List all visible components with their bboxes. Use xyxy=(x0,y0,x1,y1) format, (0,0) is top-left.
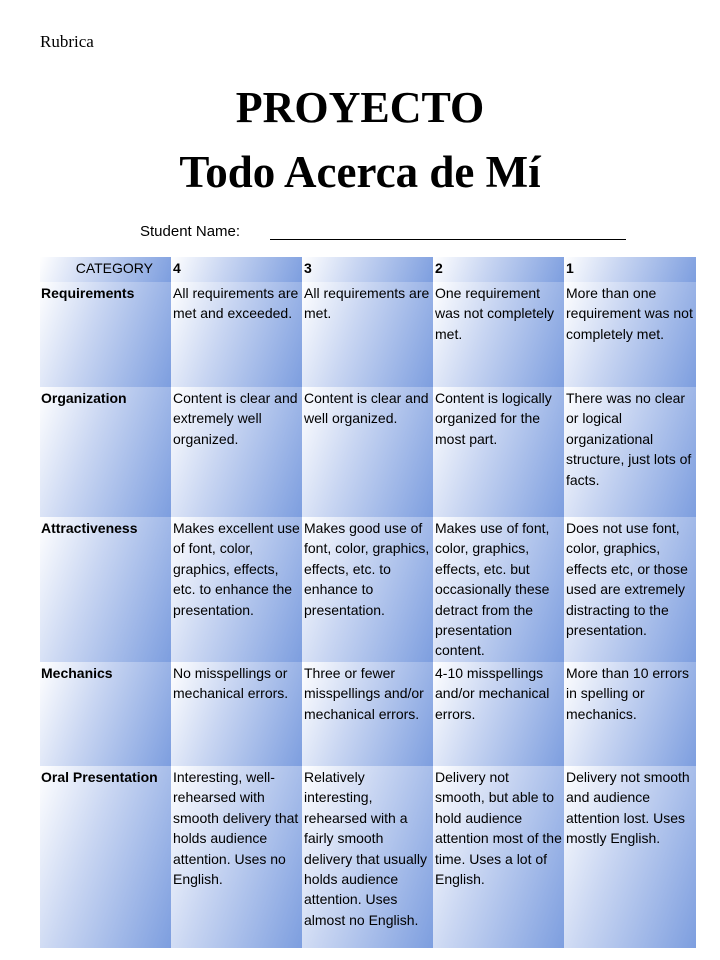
table-cell: All requirements are met and exceeded. xyxy=(171,282,302,387)
column-header-score-3: 3 xyxy=(302,257,433,282)
student-name-label: Student Name: xyxy=(140,223,241,240)
table-cell: Delivery not smooth, but able to hold audience attention most of the time. Uses a lot of English. xyxy=(433,766,564,948)
row-category: Organization xyxy=(40,387,171,517)
column-header-score-4: 4 xyxy=(171,257,302,282)
table-cell: Three or fewer misspellings and/or mechanical errors. xyxy=(302,662,433,766)
table-cell: No misspellings or mechanical errors. xyxy=(171,662,302,766)
table-cell: Makes good use of font, color, graphics, effects, etc. to enhance to presentation. xyxy=(302,517,433,662)
row-category: Oral Presentation xyxy=(40,766,171,948)
table-cell: Makes excellent use of font, color, graphics, effects, etc. to enhance the presentation. xyxy=(171,517,302,662)
table-cell: 4-10 misspellings and/or mechanical errors. xyxy=(433,662,564,766)
table-cell: One requirement was not completely met. xyxy=(433,282,564,387)
table-cell: Delivery not smooth and audience attention lost. Uses mostly English. xyxy=(564,766,696,948)
table-cell: Content is clear and extremely well organized. xyxy=(171,387,302,517)
row-category: Mechanics xyxy=(40,662,171,766)
table-row xyxy=(40,282,696,387)
row-category: Requirements xyxy=(40,282,171,387)
table-row xyxy=(40,662,696,766)
header-label: Rubrica xyxy=(40,32,94,51)
table-cell: Relatively interesting, rehearsed with a fairly smooth delivery that usually holds audience attention. Uses almost no English. xyxy=(302,766,433,948)
table-cell: There was no clear or logical organizational structure, just lots of facts. xyxy=(564,387,696,517)
table-cell: More than one requirement was not completely met. xyxy=(564,282,696,387)
page-subtitle: Todo Acerca de Mí xyxy=(179,147,541,197)
table-cell: Interesting, well-rehearsed with smooth delivery that holds audience attention. Uses no English. xyxy=(171,766,302,948)
table-row xyxy=(40,766,696,948)
table-cell: Content is logically organized for the most part. xyxy=(433,387,564,517)
table-header-row xyxy=(40,257,696,282)
table-cell: All requirements are met. xyxy=(302,282,433,387)
table-row xyxy=(40,387,696,517)
table-row xyxy=(40,517,696,662)
row-category: Attractiveness xyxy=(40,517,171,662)
page-title: PROYECTO xyxy=(235,83,485,132)
rubric-table xyxy=(40,257,696,948)
column-header-score-2: 2 xyxy=(433,257,564,282)
student-name-blank-line xyxy=(270,239,626,240)
column-header-category: CATEGORY xyxy=(40,257,171,282)
table-cell: More than 10 errors in spelling or mechanics. xyxy=(564,662,696,766)
table-cell: Content is clear and well organized. xyxy=(302,387,433,517)
table-cell: Makes use of font, color, graphics, effects, etc. but occasionally these detract from the presentation content. xyxy=(433,517,564,662)
table-cell: Does not use font, color, graphics, effects etc, or those used are extremely distracting to the presentation. xyxy=(564,517,696,662)
column-header-score-1: 1 xyxy=(564,257,696,282)
